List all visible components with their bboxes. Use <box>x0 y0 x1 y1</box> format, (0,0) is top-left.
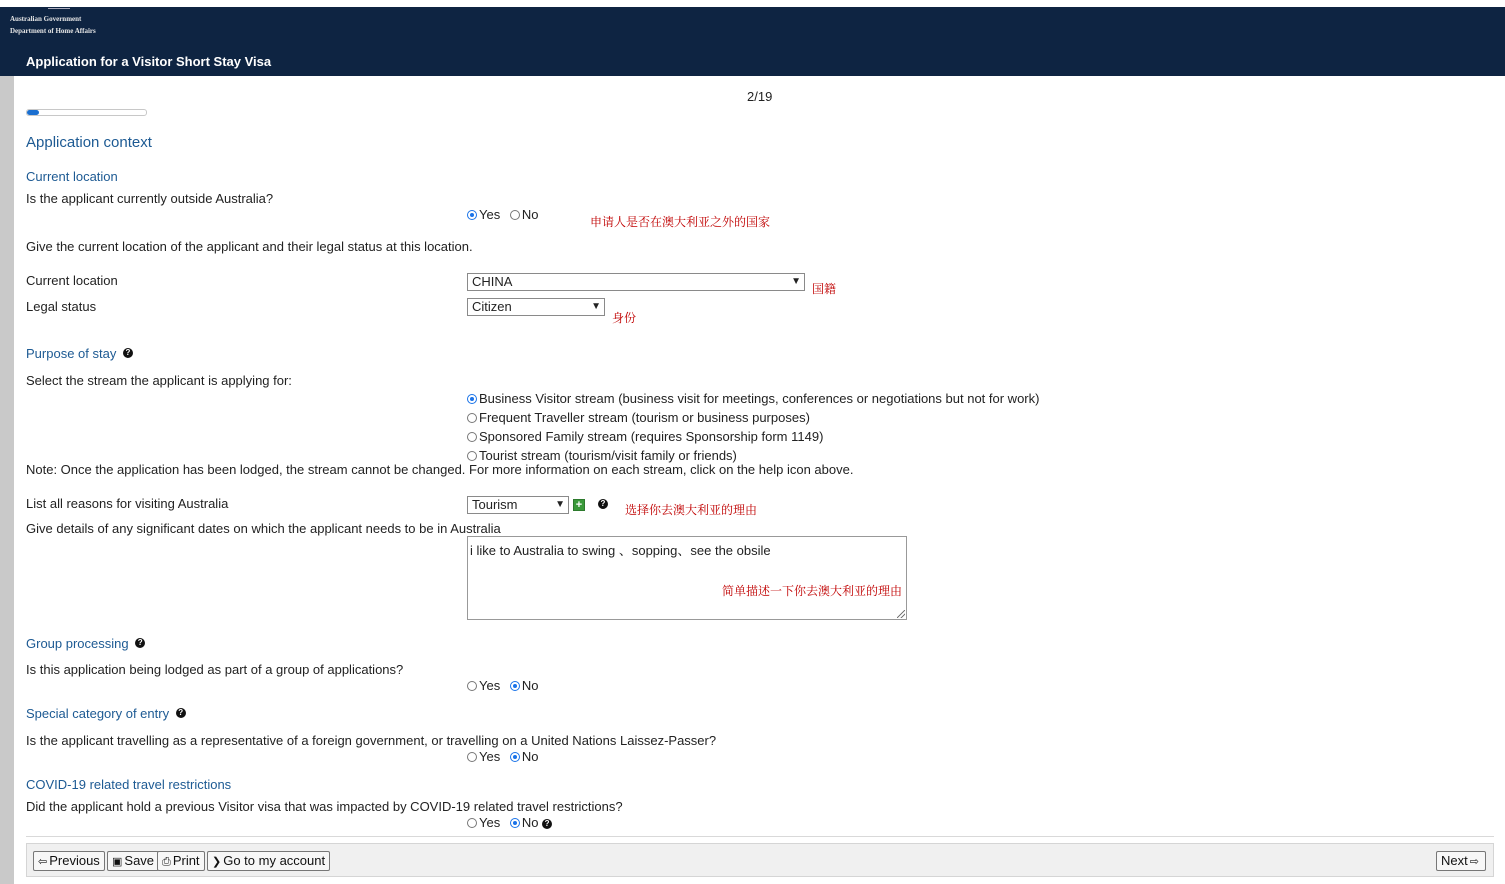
radio-icon[interactable] <box>467 752 477 762</box>
covid-question: Did the applicant hold a previous Visitor visa that was impacted by COVID-19 related travel restrictions? <box>26 799 623 814</box>
radio-icon[interactable] <box>467 681 477 691</box>
top-band <box>0 0 1505 7</box>
location-instruction: Give the current location of the applicant and their legal status at this location. <box>26 239 473 254</box>
previous-button[interactable] <box>33 851 105 871</box>
section-title: Application context <box>26 134 152 151</box>
radio-icon[interactable] <box>467 413 477 423</box>
covid-yes-option[interactable] <box>467 815 500 830</box>
progress-fill <box>27 110 39 115</box>
help-icon[interactable]: ? <box>123 348 133 358</box>
reasons-select[interactable] <box>467 496 569 514</box>
status-annotation: 身份 <box>612 311 637 325</box>
outside-annotation: 申请人是否在澳大利亚之外的国家 <box>590 215 771 229</box>
special-question: Is the applicant travelling as a representative of a foreign government, or travelling on a United Nations Laissez-Passer? <box>26 733 717 748</box>
radio-icon[interactable] <box>467 451 477 461</box>
reasons-value: Tourism <box>472 497 518 512</box>
crest-icon <box>48 8 70 13</box>
chevron-right-icon: ❯ <box>212 856 222 868</box>
group-question: Is this application being lodged as part of a group of applications? <box>26 662 404 677</box>
page-header <box>0 7 1505 76</box>
radio-icon[interactable] <box>467 432 477 442</box>
save-button[interactable] <box>107 851 159 871</box>
outside-australia-radios <box>467 207 544 222</box>
stream-option[interactable] <box>467 427 1039 446</box>
help-icon[interactable]: ? <box>135 638 145 648</box>
group-heading-text: Group processing <box>26 636 129 651</box>
radio-selected-icon[interactable] <box>467 394 477 404</box>
radio-selected-icon[interactable] <box>510 818 520 828</box>
print-button[interactable] <box>157 851 205 871</box>
special-radios <box>467 749 544 764</box>
stream-option-label: Sponsored Family stream (requires Sponsorship form 1149) <box>479 429 824 444</box>
outside-no-option[interactable] <box>510 207 539 222</box>
resize-handle-icon[interactable] <box>897 610 905 618</box>
save-label: Save <box>124 853 155 868</box>
covid-radios <box>467 815 552 830</box>
current-location-select[interactable] <box>467 273 805 291</box>
yes-label: Yes <box>479 207 501 222</box>
next-button[interactable] <box>1436 851 1486 871</box>
help-icon[interactable]: ? <box>542 819 552 829</box>
yes-label: Yes <box>479 678 501 693</box>
agency-line-2: Department of Home Affairs <box>10 27 96 35</box>
stream-option-label: Business Visitor stream (business visit for meetings, conferences or negotiations but not for work) <box>479 391 1040 406</box>
add-reason-icon[interactable]: + <box>573 499 585 511</box>
special-yes-option[interactable] <box>467 749 500 764</box>
radio-icon[interactable] <box>510 210 520 220</box>
legal-status-select[interactable] <box>467 298 605 316</box>
stream-options <box>467 389 1039 465</box>
stream-option[interactable] <box>467 389 1039 408</box>
group-radios <box>467 678 544 693</box>
location-annotation: 国籍 <box>812 282 837 296</box>
outside-yes-option[interactable] <box>467 207 500 222</box>
covid-heading: COVID-19 related travel restrictions <box>26 777 232 792</box>
chevron-down-icon: ▼ <box>591 301 601 312</box>
previous-label: Previous <box>49 853 100 868</box>
chevron-down-icon: ▼ <box>555 499 565 510</box>
yes-label: Yes <box>479 815 501 830</box>
progress-bar <box>26 109 147 116</box>
dates-annotation: 简单描述一下你去澳大利亚的理由 <box>722 584 903 598</box>
stream-option-label: Tourist stream (tourism/visit family or friends) <box>479 448 737 463</box>
arrow-right-icon: ⇨ <box>1469 856 1479 868</box>
current-location-label: Current location <box>26 273 118 288</box>
stream-question: Select the stream the applicant is applying for: <box>26 373 292 388</box>
stream-option[interactable] <box>467 408 1039 427</box>
left-gutter <box>0 7 14 884</box>
group-no-option[interactable] <box>510 678 539 693</box>
radio-icon[interactable] <box>467 818 477 828</box>
dates-label: Give details of any significant dates on which the applicant needs to be in Australia <box>26 521 501 536</box>
legal-status-label: Legal status <box>26 299 97 314</box>
radio-selected-icon[interactable] <box>510 752 520 762</box>
dates-value: i like to Australia to swing 、sopping、see the obsile <box>470 543 771 558</box>
radio-selected-icon[interactable] <box>510 681 520 691</box>
reasons-label: List all reasons for visiting Australia <box>26 496 229 511</box>
next-label: Next <box>1441 853 1468 868</box>
help-icon[interactable]: ? <box>176 708 186 718</box>
save-icon: ▣ <box>112 856 123 868</box>
current-location-value: CHINA <box>472 274 513 289</box>
no-label: No <box>521 749 539 764</box>
covid-no-option[interactable] <box>510 815 539 830</box>
print-label: Print <box>172 853 200 868</box>
app-title: Application for a Visitor Short Stay Visa <box>26 54 272 69</box>
no-label: No <box>521 678 539 693</box>
outside-australia-question: Is the applicant currently outside Australia? <box>26 191 274 206</box>
help-icon[interactable]: ? <box>598 499 608 509</box>
special-no-option[interactable] <box>510 749 539 764</box>
reasons-annotation: 选择你去澳大利亚的理由 <box>625 503 758 517</box>
go-to-account-button[interactable] <box>207 851 330 871</box>
radio-selected-icon[interactable] <box>467 210 477 220</box>
print-icon: ⎙ <box>162 856 171 868</box>
footer-toolbar <box>26 843 1494 877</box>
special-heading-text: Special category of entry <box>26 706 170 721</box>
no-label: No <box>521 815 539 830</box>
stream-note: Note: Once the application has been lodged, the stream cannot be changed. For more information on each stream, click on the help icon above. <box>26 462 854 477</box>
footer-divider <box>26 836 1494 837</box>
dates-textarea[interactable] <box>467 536 907 620</box>
progress-text: 2/19 <box>747 89 773 104</box>
legal-status-value: Citizen <box>472 299 512 314</box>
purpose-heading-text: Purpose of stay <box>26 346 117 361</box>
government-logo <box>10 13 96 37</box>
no-label: No <box>521 207 539 222</box>
agency-line-1: Australian Government <box>10 15 82 23</box>
purpose-heading <box>26 346 133 361</box>
yes-label: Yes <box>479 749 501 764</box>
current-location-heading: Current location <box>26 169 118 184</box>
group-yes-option[interactable] <box>467 678 500 693</box>
arrow-left-icon: ⇦ <box>38 856 48 868</box>
special-heading <box>26 706 186 721</box>
group-heading <box>26 636 145 651</box>
chevron-down-icon: ▼ <box>791 276 801 287</box>
stream-option-label: Frequent Traveller stream (tourism or business purposes) <box>479 410 810 425</box>
account-label: Go to my account <box>223 853 326 868</box>
